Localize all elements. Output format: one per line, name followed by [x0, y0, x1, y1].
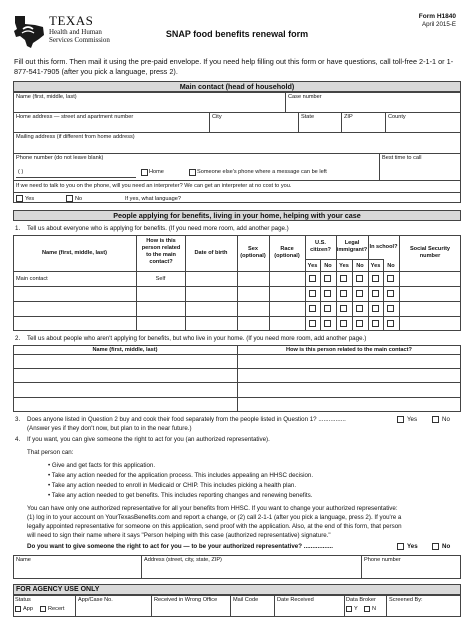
row4-legal-yes[interactable]	[340, 320, 347, 327]
q3-yes-checkbox[interactable]	[397, 416, 404, 423]
city-label: City	[212, 114, 222, 120]
q3-note: (Answer yes if they don't now, but plan to in the near future.)	[27, 425, 192, 432]
interpreter-yes-checkbox[interactable]	[16, 195, 23, 202]
row1-legal-yes[interactable]	[340, 275, 347, 282]
row3-legal-yes[interactable]	[340, 305, 347, 312]
bullet-1: • Give and get facts for this application.	[48, 462, 156, 469]
best-time-field[interactable]	[381, 166, 457, 176]
form-number: Form H1840	[418, 13, 456, 20]
row2-citizen-no[interactable]	[324, 290, 331, 297]
col-dob-header: Date of birth	[194, 250, 228, 256]
rep-address-label: Address (street, city, state, ZIP)	[144, 557, 222, 563]
row2-school-yes[interactable]	[372, 290, 379, 297]
auth-no-label: No	[442, 543, 451, 550]
state-field[interactable]	[300, 122, 338, 131]
col-race-header: Race (optional)	[274, 246, 300, 259]
col-ssn-header: Social Security number	[409, 246, 451, 259]
rep-address-field[interactable]	[143, 566, 358, 576]
else-phone-label: Someone else's phone where a message can be left	[197, 169, 327, 175]
school-yes-header: Yes	[370, 263, 381, 269]
main-contact-heading: Main contact (head of household)	[13, 81, 461, 92]
q3-yes-label: Yes	[407, 416, 418, 423]
row1-legal-no[interactable]	[356, 275, 363, 282]
state-label: State	[301, 114, 315, 120]
zip-field[interactable]	[343, 122, 382, 131]
status-app-label: App	[23, 606, 33, 612]
rep-name-label: Name	[16, 557, 31, 563]
auth-para-line4: will need to sign their name where it says "Person helping with this case (authorized representative) signature."	[27, 532, 331, 539]
row3-school-yes[interactable]	[372, 305, 379, 312]
case-no-label: App/Case No.	[78, 597, 113, 603]
county-label: County	[388, 114, 406, 120]
auth-yes-checkbox[interactable]	[397, 543, 404, 550]
interpreter-no-label: No	[75, 196, 83, 202]
data-broker-n-checkbox[interactable]	[364, 606, 370, 612]
q3-no-checkbox[interactable]	[432, 416, 439, 423]
row3-legal-no[interactable]	[356, 305, 363, 312]
row3-citizen-no[interactable]	[324, 305, 331, 312]
q3-number: 3.	[15, 416, 21, 423]
page-title: SNAP food benefits renewal form	[165, 29, 309, 39]
status-recert-label: Recert	[48, 606, 65, 612]
language-label: If yes, what language?	[125, 196, 181, 202]
home-address-label: Home address — street and apartment number	[16, 114, 134, 120]
main-contact-row-relation: Self	[155, 276, 166, 282]
citizen-yes-header: Yes	[307, 263, 318, 269]
data-broker-y-label: Y	[354, 606, 358, 612]
bullet-2: • Take any action needed for the application process. This includes appealing an HHSC decision.	[48, 472, 314, 479]
legal-no-header: No	[356, 263, 364, 269]
name-field[interactable]	[15, 102, 281, 111]
col-legal-header: Legal immigrant?	[336, 240, 368, 253]
auth-para-line2: (1) log in to your account on YourTexasBenefits.com and report a change, or (2) call 2-1-1 (after you pick a language, press 2). If you're a	[27, 514, 402, 521]
row1-citizen-yes[interactable]	[309, 275, 316, 282]
row1-citizen-no[interactable]	[324, 275, 331, 282]
phone-label: Phone number (do not leave blank)	[16, 155, 104, 161]
auth-para-line3: legally appointed representative for someone on this application, send proof with the application. Also, at the end of this form, that person	[27, 523, 402, 530]
mailing-address-field[interactable]	[15, 142, 455, 151]
case-number-label: Case number	[288, 94, 322, 100]
q2-number: 2.	[15, 335, 21, 342]
auth-no-checkbox[interactable]	[432, 543, 439, 550]
agency-heading: FOR AGENCY USE ONLY	[16, 586, 100, 593]
q4-text: If you want, you can give someone the right to act for you (an authorized representative).	[27, 436, 270, 443]
best-time-label: Best time to call	[382, 155, 422, 161]
zip-label: ZIP	[344, 114, 353, 120]
bullet-3: • Take any action needed to enroll in Medicaid or CHIP. This includes picking a health plan.	[48, 482, 297, 489]
home-phone-label: Home	[149, 169, 164, 175]
col-citizen-header: U.S. citizen?	[310, 240, 331, 253]
row3-citizen-yes[interactable]	[309, 305, 316, 312]
org-name-texas: TEXAS	[49, 13, 94, 28]
col-school-header: In school?	[369, 244, 398, 250]
city-field[interactable]	[211, 122, 295, 131]
data-broker-n-label: N	[372, 606, 377, 612]
row4-school-no[interactable]	[387, 320, 394, 327]
q1-text: Tell us about everyone who is applying for benefits. (If you need more room, add another page.)	[27, 225, 289, 232]
row4-citizen-yes[interactable]	[309, 320, 316, 327]
form-date: April 2015-E	[421, 21, 456, 28]
auth-yes-label: Yes	[407, 543, 418, 550]
case-number-field[interactable]	[288, 102, 458, 111]
school-no-header: No	[387, 263, 395, 269]
else-phone-checkbox[interactable]	[189, 169, 196, 176]
name-label: Name (first, middle, last)	[16, 94, 77, 100]
intro-text: Fill out this form. Then mail it using the pre-paid envelope. If you need help filling out this form or have questions, call toll-free 2-1-1 or 1-877-541-7905 (after you pick a language, press 2).	[14, 57, 454, 76]
row1-school-yes[interactable]	[372, 275, 379, 282]
auth-para-line1: You can have only one authorized representative for all your benefits from HHSC. If you want to change your authorized representative:	[27, 505, 398, 512]
rep-phone-label: Phone number	[364, 557, 401, 563]
that-person-can: That person can:	[27, 449, 74, 456]
phone-parentheses: ( )	[18, 169, 24, 175]
row2-legal-yes[interactable]	[340, 290, 347, 297]
mail-code-label: Mail Code	[233, 597, 259, 603]
auth-rep-question: Do you want to give someone the right to act for you — to be your authorized representative? .................	[27, 543, 333, 550]
wrong-office-label: Received in Wrong Office	[154, 597, 218, 603]
org-name-line2: Health and Human	[49, 28, 102, 36]
status-app-checkbox[interactable]	[15, 606, 21, 612]
q1-number: 1.	[15, 225, 21, 232]
main-contact-row-name: Main contact	[16, 276, 48, 282]
date-received-label: Date Received	[277, 597, 314, 603]
interpreter-yes-label: Yes	[25, 196, 35, 202]
row2-citizen-yes[interactable]	[309, 290, 316, 297]
home-phone-checkbox[interactable]	[141, 169, 148, 176]
row4-citizen-no[interactable]	[324, 320, 331, 327]
rep-name-field[interactable]	[15, 566, 138, 576]
status-recert-checkbox[interactable]	[40, 606, 46, 612]
row2-school-no[interactable]	[387, 290, 394, 297]
status-label: Status	[15, 597, 31, 603]
q3-text: Does anyone listed in Question 2 buy and cook their food separately from the people listed in Question 1? ................	[27, 416, 346, 423]
row2-legal-no[interactable]	[356, 290, 363, 297]
mailing-address-label: Mailing address (if different from home address)	[16, 134, 135, 140]
data-broker-y-checkbox[interactable]	[346, 606, 352, 612]
rep-phone-field[interactable]	[363, 566, 458, 576]
data-broker-label: Data Broker	[346, 597, 376, 603]
q2-text: Tell us about people who aren't applying for benefits, but who live in your home. (If you need more room, add another page.)	[27, 335, 367, 342]
row1-school-no[interactable]	[387, 275, 394, 282]
row3-school-no[interactable]	[387, 305, 394, 312]
row4-school-yes[interactable]	[372, 320, 379, 327]
q2-col-relation-header: How is this person related to the main contact?	[286, 347, 412, 353]
row4-legal-no[interactable]	[356, 320, 363, 327]
col-relation-header: How is this person related to the main contact?	[141, 238, 181, 265]
org-name-line3: Services Commission	[49, 36, 110, 44]
q4-number: 4.	[15, 436, 21, 443]
screened-by-label: Screened By:	[389, 597, 423, 603]
col-name-header: Name (first, middle, last)	[42, 250, 107, 256]
bullet-4: • Take any action needed to get benefits. This includes reporting changes and renewing benefits.	[48, 492, 313, 499]
people-section-heading: People applying for benefits, living in your home, helping with your case	[13, 210, 461, 221]
q3-no-label: No	[442, 416, 450, 423]
col-sex-header: Sex (optional)	[240, 246, 266, 259]
home-address-field[interactable]	[15, 122, 205, 131]
legal-yes-header: Yes	[339, 263, 349, 269]
q2-col-name-header: Name (first, middle, last)	[92, 347, 158, 353]
county-field[interactable]	[387, 122, 459, 131]
citizen-no-header: No	[324, 263, 332, 269]
interpreter-no-checkbox[interactable]	[66, 195, 73, 202]
interpreter-question: If we need to talk to you on the phone, will you need an interpreter? We can get an interpreter at no cost to you.	[16, 183, 292, 189]
